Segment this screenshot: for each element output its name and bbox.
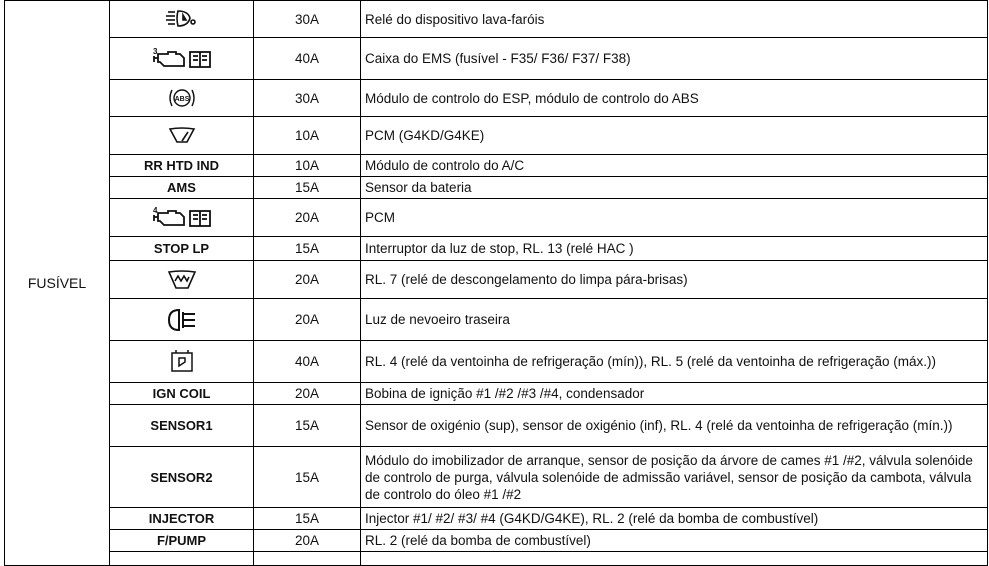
description-cell: Relé do dispositivo lava-faróis (361, 1, 988, 38)
svg-text:3: 3 (152, 46, 157, 56)
description-cell: Injector #1/ #2/ #3/ #4 (G4KD/G4KE), RL. 2 (relé da bomba de combustível) (361, 508, 988, 530)
table-row (5, 508, 988, 530)
symbol-cell: INJECTOR (110, 508, 254, 530)
symbol-cell (110, 261, 254, 299)
description-cell: Caixa do EMS (fusível - F35/ F36/ F37/ F38) (361, 38, 988, 80)
amperage-cell: 20A (254, 299, 361, 341)
description-cell: Módulo de controlo do A/C (361, 155, 988, 177)
description-cell: Luz de nevoeiro traseira (361, 299, 988, 341)
description-cell: PCM (361, 199, 988, 237)
symbol-cell (110, 299, 254, 341)
symbol-cell (110, 341, 254, 383)
amperage-cell: 15A (254, 177, 361, 199)
table-row (5, 341, 988, 383)
description-cell: Sensor de oxigénio (sup), sensor de oxigénio (inf), RL. 4 (relé da ventoinha de refrigeração (mín.)) (361, 405, 988, 447)
amperage-cell: 20A (254, 383, 361, 405)
amperage-cell: 40A (254, 38, 361, 80)
rear-fog-lamp-icon (165, 307, 199, 333)
amperage-cell: 10A (254, 155, 361, 177)
description-cell (361, 552, 988, 566)
table-row (5, 405, 988, 447)
table-row (5, 261, 988, 299)
symbol-cell (110, 1, 254, 38)
description-cell: RL. 7 (relé de descongelamento do limpa pára-brisas) (361, 261, 988, 299)
amperage-cell: 15A (254, 405, 361, 447)
symbol-cell (110, 199, 254, 237)
abs-icon (167, 85, 197, 111)
description-cell: Sensor da bateria (361, 177, 988, 199)
table-row (5, 1, 988, 38)
engine-3-manual-icon (150, 46, 214, 72)
svg-text:ABS: ABS (174, 96, 189, 103)
table-row (5, 38, 988, 80)
amperage-cell: 30A (254, 1, 361, 38)
amperage-cell: 10A (254, 117, 361, 155)
table-row (5, 155, 988, 177)
engine-4-manual-icon (150, 205, 214, 231)
amperage-cell: 15A (254, 237, 361, 261)
description-cell: PCM (G4KD/G4KE) (361, 117, 988, 155)
table-row (5, 383, 988, 405)
fuse-category: FUSÍVEL (5, 1, 110, 566)
description-cell: Módulo do imobilizador de arranque, sensor de posição da árvore de cames #1 /#2, válvula solenóide de controlo de purga, válvula solenóide de admissão variável, sensor de posição da cambota, válvula de controlo do óleo #1 /#2 (361, 447, 988, 508)
svg-text:4: 4 (152, 205, 157, 215)
symbol-cell: SENSOR1 (110, 405, 254, 447)
symbol-cell: SENSOR2 (110, 447, 254, 508)
amperage-cell: 20A (254, 261, 361, 299)
description-cell: RL. 2 (relé da bomba de combustível) (361, 530, 988, 552)
table-row (5, 199, 988, 237)
amperage-cell: 15A (254, 447, 361, 508)
windshield-defrost-icon (166, 269, 198, 291)
description-cell: Bobina de ignição #1 /#2 /#3 /#4, condensador (361, 383, 988, 405)
description-cell: Interruptor da luz de stop, RL. 13 (relé HAC ) (361, 237, 988, 261)
table-row (5, 552, 988, 566)
symbol-cell (110, 117, 254, 155)
table-row (5, 447, 988, 508)
amperage-cell: 20A (254, 530, 361, 552)
table-row (5, 237, 988, 261)
amperage-cell: 15A (254, 508, 361, 530)
symbol-cell: AMS (110, 177, 254, 199)
headlamp-washer-icon (162, 8, 202, 30)
wiper-icon (167, 126, 197, 146)
amperage-cell: 20A (254, 199, 361, 237)
table-row (5, 80, 988, 117)
fuse-table (4, 0, 988, 566)
cooling-fan-icon (168, 349, 196, 375)
symbol-cell: RR HTD IND (110, 155, 254, 177)
table-row (5, 530, 988, 552)
amperage-cell (254, 552, 361, 566)
symbol-cell (110, 552, 254, 566)
symbol-cell: IGN COIL (110, 383, 254, 405)
symbol-cell (110, 80, 254, 117)
table-row (5, 177, 988, 199)
symbol-cell: STOP LP (110, 237, 254, 261)
amperage-cell: 30A (254, 80, 361, 117)
table-row (5, 117, 988, 155)
description-cell: Módulo de controlo do ESP, módulo de controlo do ABS (361, 80, 988, 117)
description-cell: RL. 4 (relé da ventoinha de refrigeração (mín)), RL. 5 (relé da ventoinha de refrigeração (máx.)) (361, 341, 988, 383)
symbol-cell: F/PUMP (110, 530, 254, 552)
table-row (5, 299, 988, 341)
amperage-cell: 40A (254, 341, 361, 383)
symbol-cell (110, 38, 254, 80)
